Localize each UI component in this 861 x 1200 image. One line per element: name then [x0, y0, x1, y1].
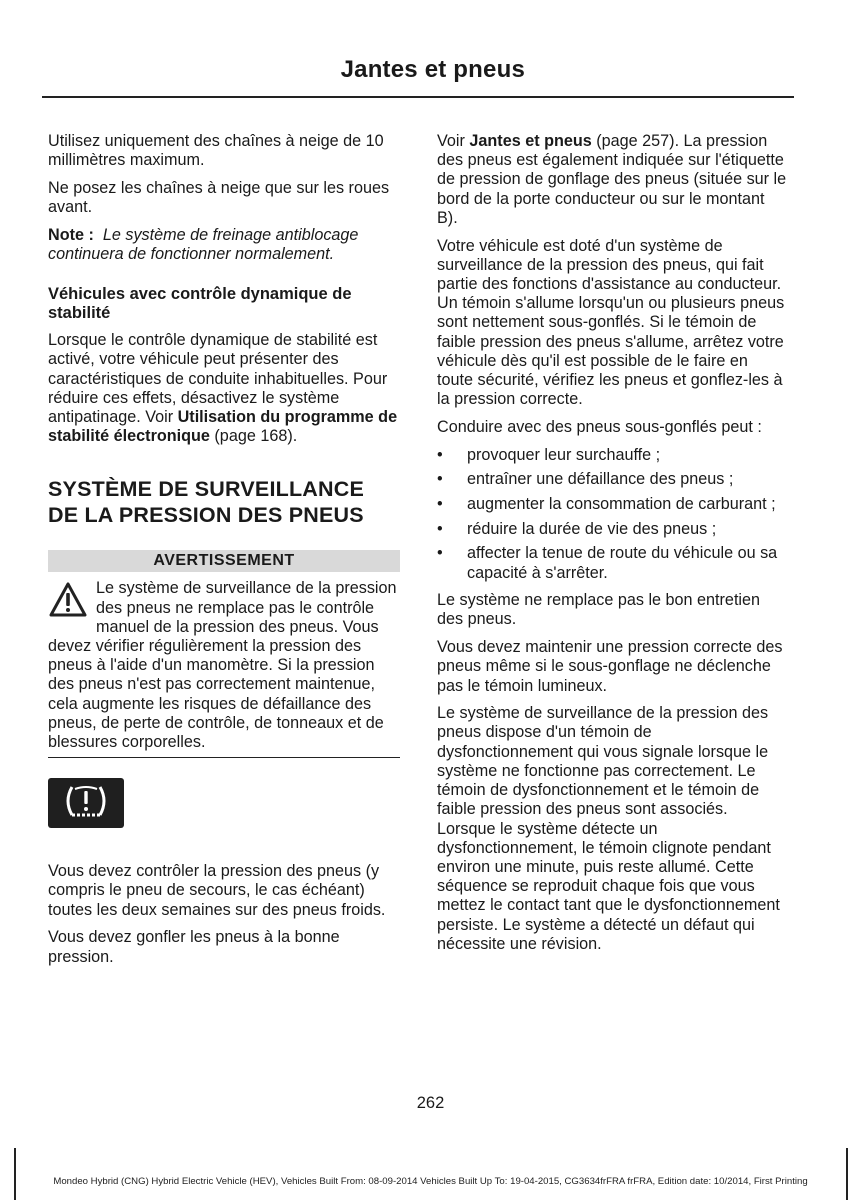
page-header-title: Jantes et pneus [340, 56, 525, 83]
list-item: • affecter la tenue de route du véhicule ou sa capacité à s'arrêter. [437, 544, 787, 582]
left-column [48, 132, 400, 975]
warning-box [48, 572, 400, 758]
footer-edition-info: Mondeo Hybrid (CNG) Hybrid Electric Vehicle (HEV), Vehicles Built From: 08-09-2014 Vehicles Built Up To: 19-04-2015, CG3634frFRA frFRA, Edition date: 10/2014, First Printing [53, 1176, 808, 1187]
crop-mark-right [846, 1148, 848, 1200]
inflate-paragraph: Vous devez gonfler les pneus à la bonne pression. [48, 928, 340, 966]
snow-chains-front-paragraph: Ne posez les chaînes à neige que sur les roues avant. [48, 178, 390, 217]
list-item: • réduire la durée de vie des pneus ; [437, 520, 787, 539]
abs-note [48, 226, 400, 264]
header-divider [42, 96, 794, 98]
warning-text: Le système de surveillance de la pression des pneus ne remplace pas le contrôle manuel de la pression des pneus. Vous devez vérifier régulièrement la pression des pneus à l'aide d'un manomètre. Si la pression des pneus n'est pas correctement maintenue, cela augmente les risques de défaillance des pneus, de perte de contrôle, de tonneaux et de blessures corporelles. [48, 579, 397, 752]
note-text: Le système de freinage antiblocage continuera de fonctionner normalement. [48, 225, 359, 264]
underinflated-risks-list [437, 446, 787, 583]
crop-mark-left [14, 1148, 16, 1200]
wheels-tires-link[interactable]: Jantes et pneus [469, 132, 592, 150]
underinflated-intro: Conduire avec des pneus sous-gonflés peut : [437, 417, 762, 436]
see-prefix: Voir [437, 132, 465, 150]
stability-text: Lorsque le contrôle dynamique de stabilité est activé, votre véhicule peut présenter des caractéristiques de conduite inhabituelles. Pour réduire ces effets, désactivez le système antipatinage. Voir [48, 331, 388, 427]
right-column [437, 132, 787, 962]
note-label: Note : [48, 225, 94, 244]
page-number: 262 [416, 1094, 445, 1112]
maintain-pressure-paragraph: Vous devez maintenir une pression correcte des pneus même si le sous-gonflage ne déclenche pas le témoin lumineux. [437, 638, 783, 695]
tpms-description-paragraph: Votre véhicule est doté d'un système de surveillance de la pression des pneus, qui fait partie des fonctions d'assistance au conducteur. Un témoin s'allume lorsqu'un ou plusieurs pneus sont nettement sous-gonflés. Si le témoin de faible pression des pneus s'allume, arrêtez votre véhicule dès qu'il est possible de le faire en toute sécurité, vérifiez les pneus et gonflez-les à la pression correcte. [437, 236, 785, 409]
snow-chains-size-paragraph: Utilisez uniquement des chaînes à neige de 10 millimètres maximum. [48, 132, 384, 170]
list-item: • entraîner une défaillance des pneus ; [437, 470, 787, 489]
see-tires-paragraph [437, 132, 787, 228]
list-item: • provoquer leur surchauffe ; [437, 446, 787, 465]
tire-pressure-warning-lamp-icon [48, 778, 124, 828]
stability-heading: Véhicules avec contrôle dynamique de stabilité [48, 285, 352, 323]
malfunction-paragraph: Le système de surveillance de la pression des pneus dispose d'un témoin de dysfonctionnement qui vous signale lorsque le système ne fonctionne pas correctement. Le témoin de dysfonctionnement et le témoin de faible pression des pneus sont associés. Lorsque le système détecte un dysfonctionnement, le témoin clignote pendant environ une minute, puis reste allumé. Cette séquence se reproduit chaque fois que vous mettez le contact tant que le dysfonctionnement persiste. Le système a détecté un défaut qui nécessite une révision. [437, 704, 780, 953]
warning-title: AVERTISSEMENT [48, 550, 400, 572]
tpms-lamp-block [48, 778, 400, 848]
stability-paragraph [48, 331, 400, 446]
maintenance-paragraph: Le système ne remplace pas le bon entretien des pneus. [437, 591, 761, 629]
see-suffix: (page 257). La pression des pneus est également indiquée sur l'étiquette de pression de gonflage des pneus (située sur le bord de la porte conducteur ou sur le montant B). [437, 132, 787, 227]
check-pressure-paragraph: Vous devez contrôler la pression des pneus (y compris le pneu de secours, le cas échéant) toutes les deux semaines sur des pneus froids. [48, 862, 386, 919]
warning-triangle-icon [48, 581, 88, 619]
list-item: • augmenter la consommation de carburant ; [437, 495, 787, 514]
tpms-section-heading: SYSTÈME DE SURVEILLANCE DE LA PRESSION DES PNEUS [48, 477, 365, 528]
stability-program-link[interactable]: Utilisation du programme de stabilité électronique [48, 408, 398, 446]
stability-page-ref: (page 168). [214, 427, 298, 446]
